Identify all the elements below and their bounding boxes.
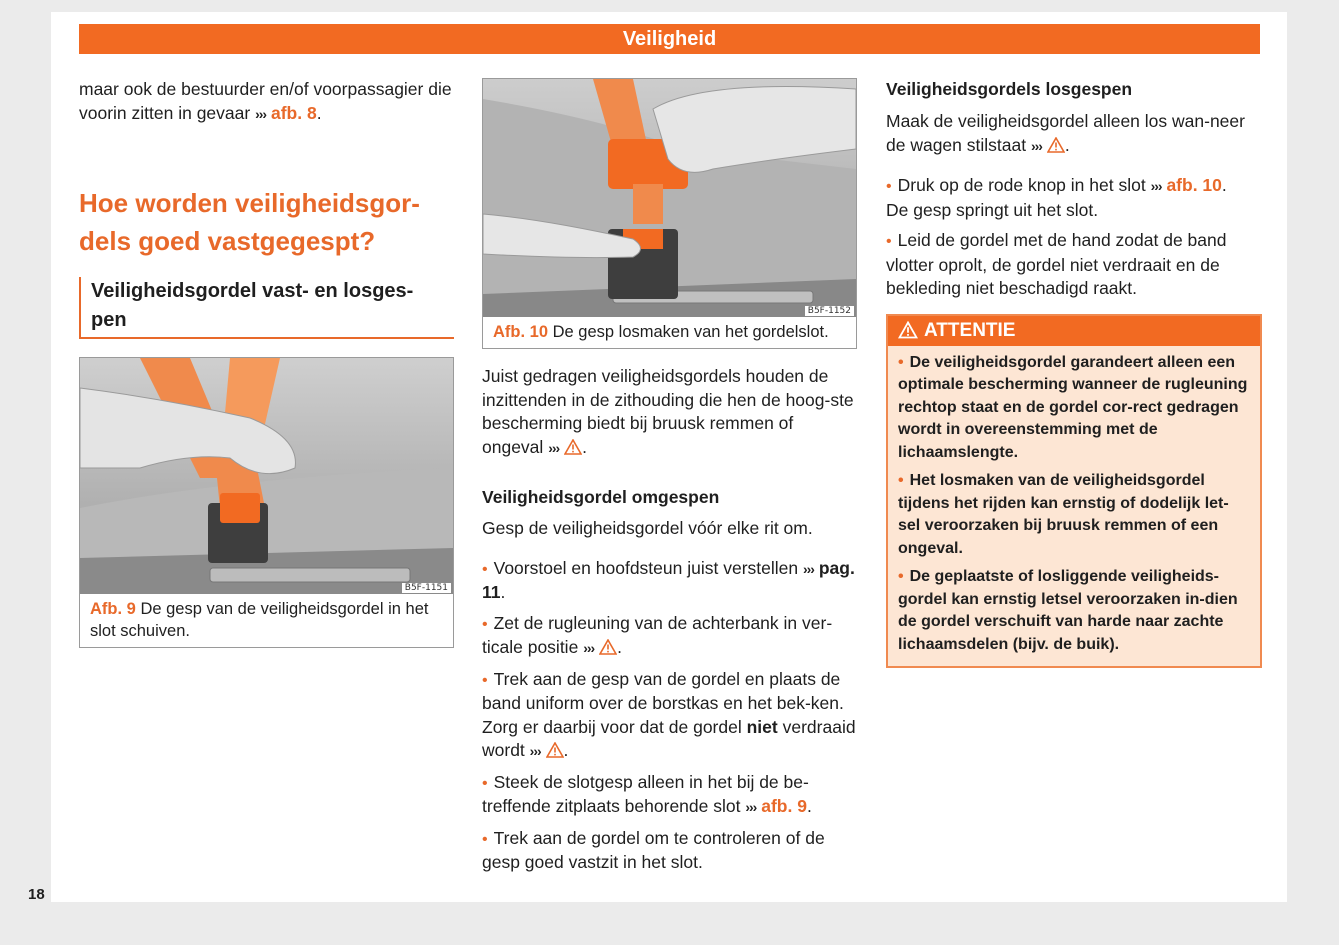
paragraph: Maak de veiligheidsgordel alleen los wan-neer de wagen stilstaat ››› . [886,111,1245,155]
subheading: Veiligheidsgordel omgespen [482,487,720,507]
list-item: • Voorstoel en hoofdsteun juist verstellen ››› pag. 11. [482,557,855,602]
figure-10-image [483,79,856,317]
subheading: Veiligheidsgordels losgespen [886,79,1133,99]
intro-paragraph: maar ook de bestuurder en/of voorpassagier die voorin zitten in gevaar ››› afb. 8. [79,79,452,123]
arrows-icon: ››› [1030,137,1042,154]
warning-box [886,314,1262,669]
warning-item: • De veiligheidsgordel garandeert alleen een optimale bescherming wanneer de rugleuning rechtop staat en de gordel cor-rect gedragen wordt in overeenstemming met de lichaamslengte. [898,353,1248,461]
figure-link[interactable]: afb. 10 [1166,175,1222,195]
figure-caption: Afb. 9 De gesp van de veiligheidsgordel in het slot schuiven. [90,600,429,640]
section-heading: Veiligheidsgordel vast- en losges- pen [79,277,454,339]
instruction-list [482,557,857,875]
arrows-icon: ››› [255,105,267,122]
arrows-icon: ››› [583,640,595,656]
list-item: • Steek de slotgesp alleen in het bij de be-treffende zitplaats behorende slot ››› afb. 9. [482,771,812,816]
section-header: Veiligheid [79,24,1260,54]
figure-link[interactable]: afb. 9 [761,796,807,816]
buckle-insert-illustration [80,358,453,594]
figure-caption: Afb. 10 De gesp losmaken van het gordelslot. [493,323,829,341]
list-item: • Trek aan de gesp van de gordel en plaats de band uniform over de borstkas en het bek-ken. Zorg er daarbij voor dat de gordel niet verdraaid wordt ››› . [482,668,856,760]
arrows-icon: ››› [529,743,541,759]
instruction-list [886,174,1261,301]
arrows-icon: ››› [745,799,757,815]
list-item: • Druk op de rode knop in het slot ››› afb. 10. De gesp springt uit het slot. [886,175,1227,220]
column-left [79,78,454,648]
warning-icon[interactable] [599,639,617,655]
warning-title: ATTENTIE [888,316,1260,346]
arrows-icon: ››› [1150,178,1162,194]
figure-link[interactable]: afb. 8 [270,102,317,123]
column-right [886,78,1261,668]
warning-icon[interactable] [546,742,564,758]
figure-code: B5F-1152 [805,306,854,316]
list-item: • Leid de gordel met de hand zodat de band vlotter oprolt, de gordel niet verdraait en de bekleding niet beschadigd raakt. [886,230,1227,298]
chapter-heading: Hoe worden veiligheidsgor- dels goed vastgegespt? [79,188,420,256]
figure-code: B5F-1151 [402,583,451,593]
arrows-icon: ››› [802,560,814,577]
warning-icon[interactable] [564,439,582,455]
figure-9 [79,357,454,648]
warning-item: • De geplaatste of losliggende veiligheids-gordel kan ernstig letsel veroorzaken in-dien de gordel verschuift van harde naar zachte lichaamsdelen (bijv. de buik). [898,568,1238,653]
page-link[interactable]: pag. 11 [482,557,855,602]
list-item: • Trek aan de gordel om te controleren of de gesp goed vastzit in het slot. [482,827,825,872]
figure-9-image [80,358,453,594]
page-number: 18 [28,886,45,903]
warning-body [888,346,1260,667]
arrows-icon: ››› [548,439,560,456]
paragraph: Juist gedragen veiligheidsgordels houden de inzittenden in de zithouding die hen de hoog-ste bescherming biedt bij bruusk remmen of ongeval ››› . [482,366,854,457]
column-middle [482,78,857,882]
warning-icon [898,321,918,339]
buckle-release-illustration [483,79,856,317]
list-item: • Zet de rugleuning van de achterbank in ver-ticale positie ››› . [482,612,833,657]
warning-item: • Het losmaken van de veiligheidsgordel tijdens het rijden kan ernstig of dodelijk let-sel veroorzaken bij bruusk remmen of een ongeval. [898,472,1229,557]
warning-icon[interactable] [1047,137,1065,153]
figure-10 [482,78,857,349]
paragraph: Gesp de veiligheidsgordel vóór elke rit om. [482,518,813,538]
